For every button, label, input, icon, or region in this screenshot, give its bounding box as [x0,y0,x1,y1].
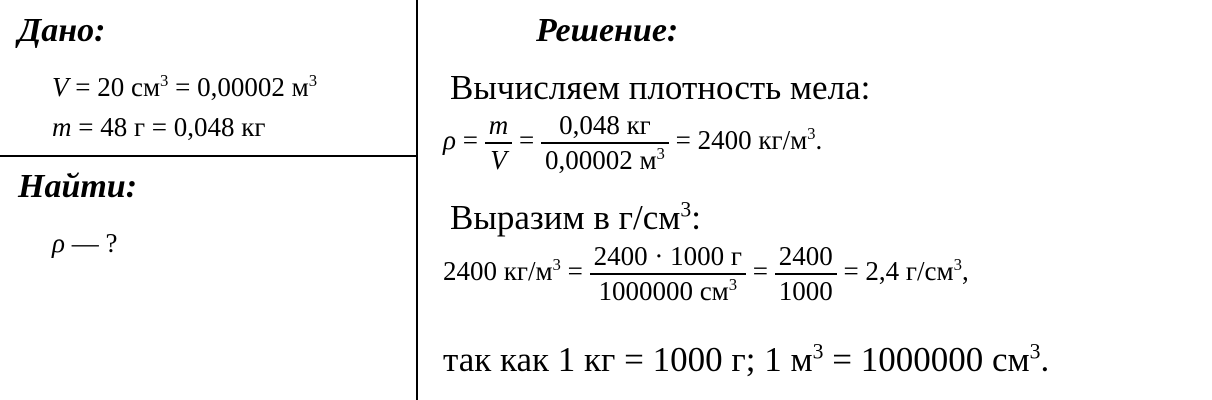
find-heading: Найти: [18,168,138,205]
density-result-end: . [815,125,823,156]
equals: = [745,256,775,287]
fraction-numerator: m [485,112,513,144]
density-equation [443,112,822,174]
m-over-v-fraction [485,112,513,174]
line3-text: так как 1 кг = 1000 г; 1 м [443,340,813,379]
volume-text: = 20 см [68,72,161,102]
given-volume [52,71,318,102]
line2-text: Выразим в г/см [450,198,681,237]
conversion-lhs-sup: 3 [552,255,561,275]
conversion-fraction-1 [590,243,746,305]
equals: = [455,125,485,156]
volume-text2: = 0,00002 м [168,72,309,102]
solution-line3 [443,339,1050,379]
fraction-denominator [541,144,669,174]
solution-line1: Вычисляем плотность мела: [450,68,871,107]
conversion-equation [443,243,969,305]
conversion-result-sup: 3 [953,255,962,275]
values-fraction [541,112,669,174]
fraction-numerator: 2400 · 1000 г [590,243,746,275]
line3-sup: 3 [812,339,824,364]
volume-sup: 3 [160,71,169,90]
line2-end: : [691,198,701,237]
volume-sup2: 3 [308,71,318,90]
rho-symbol: ρ [443,125,456,156]
density-result: = 2400 кг/м [668,125,808,156]
fraction-numerator: 2400 [775,243,837,275]
given-heading: Дано: [18,12,106,49]
line2-sup: 3 [680,197,692,222]
conversion-lhs: 2400 кг/м [443,256,553,287]
find-item [52,230,117,257]
given-mass [52,114,265,141]
denominator-text: 0,00002 м [544,145,657,175]
fraction-denominator [590,275,746,305]
denominator-sup: 3 [656,144,665,163]
line3-sup2: 3 [1029,339,1041,364]
fraction-numerator: 0,048 кг [541,112,669,144]
conversion-result-end: , [961,256,969,287]
mass-text: = 48 г = 0,048 кг [71,112,266,142]
density-result-sup: 3 [807,124,816,144]
equals: = [512,125,541,156]
vertical-divider [416,0,418,400]
denominator-sup: 3 [728,275,738,294]
fraction-denominator: 1000 [778,276,833,306]
solution-line2 [450,197,701,237]
mass-symbol: m [52,112,72,142]
solution-heading: Решение: [536,12,679,49]
equals: = [560,256,590,287]
find-symbol: ρ [52,228,65,258]
conversion-result: = 2,4 г/см [836,256,954,287]
line3-end: . [1040,340,1050,379]
conversion-fraction-2 [775,243,837,305]
find-text: — ? [64,228,118,258]
volume-symbol: V [52,72,69,102]
denominator-text: 1000000 см [598,276,729,306]
line3-text2: = 1000000 см [823,340,1030,379]
fraction-denominator: V [490,145,507,175]
horizontal-divider [0,155,417,157]
